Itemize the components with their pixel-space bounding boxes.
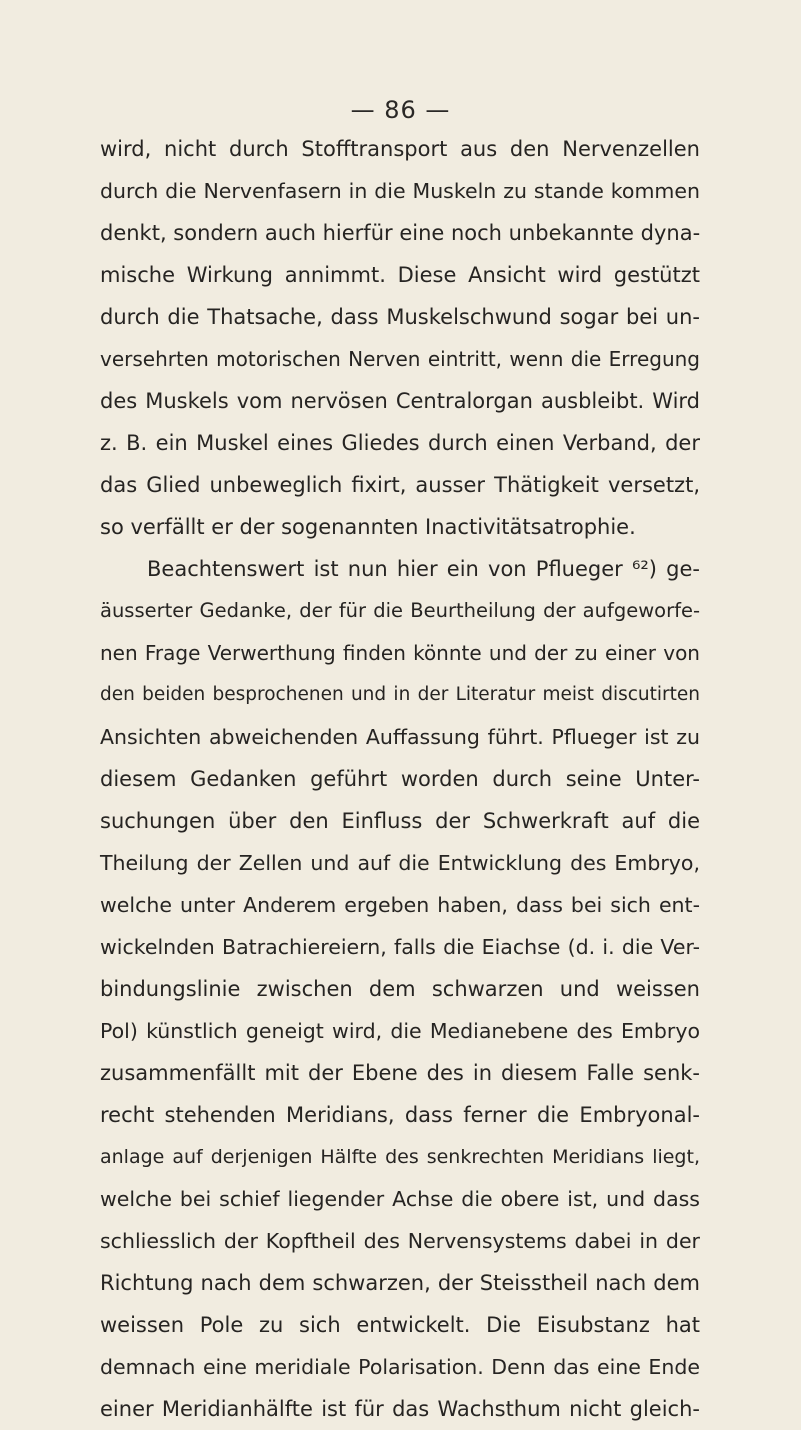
text-line: den beiden besprochenen und in der Literatur meist discutirten <box>100 684 700 705</box>
text-line: Theilung der Zellen und auf die Entwicklung des Embryo, <box>100 851 700 875</box>
text-line: Beachtenswert ist nun hier ein von Pflueger ⁶²) ge- <box>147 557 700 581</box>
text-line: z. B. ein Muskel eines Gliedes durch einen Verband, der <box>100 431 700 455</box>
text-line: Ansichten abweichenden Auffassung führt. Pflueger ist zu <box>100 725 700 749</box>
text-line: versehrten motorischen Nerven eintritt, wenn die Erregung <box>100 347 700 371</box>
text-line: recht stehenden Meridians, dass ferner die Embryonal- <box>100 1103 700 1127</box>
text-line: denkt, sondern auch hierfür eine noch unbekannte dyna- <box>100 221 701 245</box>
text-line: das Glied unbeweglich fixirt, ausser Thätigkeit versetzt, <box>100 473 700 497</box>
text-line: schliesslich der Kopftheil des Nervensystems dabei in der <box>100 1229 700 1253</box>
text-line: durch die Nervenfasern in die Muskeln zu stande kommen <box>100 179 700 203</box>
text-line: suchungen über den Einfluss der Schwerkraft auf die <box>100 809 700 833</box>
text-line: äusserter Gedanke, der für die Beurtheilung der aufgeworfe- <box>100 599 700 622</box>
text-line: so verfällt er der sogenannten Inactivitätsatrophie. <box>100 515 636 539</box>
text-line: einer Meridianhälfte ist für das Wachsthum nicht gleich- <box>100 1397 700 1421</box>
text-line: Pol) künstlich geneigt wird, die Medianebene des Embryo <box>100 1019 700 1043</box>
text-line: Richtung nach dem schwarzen, der Steisstheil nach dem <box>100 1271 700 1295</box>
text-line: welche bei schief liegender Achse die obere ist, und dass <box>100 1187 700 1211</box>
page-number: — 86 — <box>350 96 451 124</box>
text-line: nen Frage Verwerthung finden könnte und der zu einer von <box>100 641 700 665</box>
text-line: weissen Pole zu sich entwickelt. Die Eisubstanz hat <box>100 1313 700 1337</box>
text-line: demnach eine meridiale Polarisation. Denn das eine Ende <box>100 1355 700 1379</box>
text-line: durch die Thatsache, dass Muskelschwund sogar bei un- <box>100 305 700 329</box>
text-line: zusammenfällt mit der Ebene des in diesem Falle senk- <box>100 1061 700 1085</box>
text-line: wickelnden Batrachiereiern, falls die Eiachse (d. i. die Ver- <box>100 935 700 959</box>
text-line: mische Wirkung annimmt. Diese Ansicht wird gestützt <box>100 263 700 287</box>
text-line: des Muskels vom nervösen Centralorgan ausbleibt. Wird <box>100 389 700 413</box>
text-line: welche unter Anderem ergeben haben, dass bei sich ent- <box>100 893 700 917</box>
text-line: bindungslinie zwischen dem schwarzen und weissen <box>100 977 700 1001</box>
body-text <box>100 128 700 1430</box>
text-line: wird, nicht durch Stofftransport aus den Nervenzellen <box>100 137 700 161</box>
text-line: diesem Gedanken geführt worden durch seine Unter- <box>100 767 700 791</box>
text-line: anlage auf derjenigen Hälfte des senkrechten Meridians liegt, <box>100 1146 700 1168</box>
